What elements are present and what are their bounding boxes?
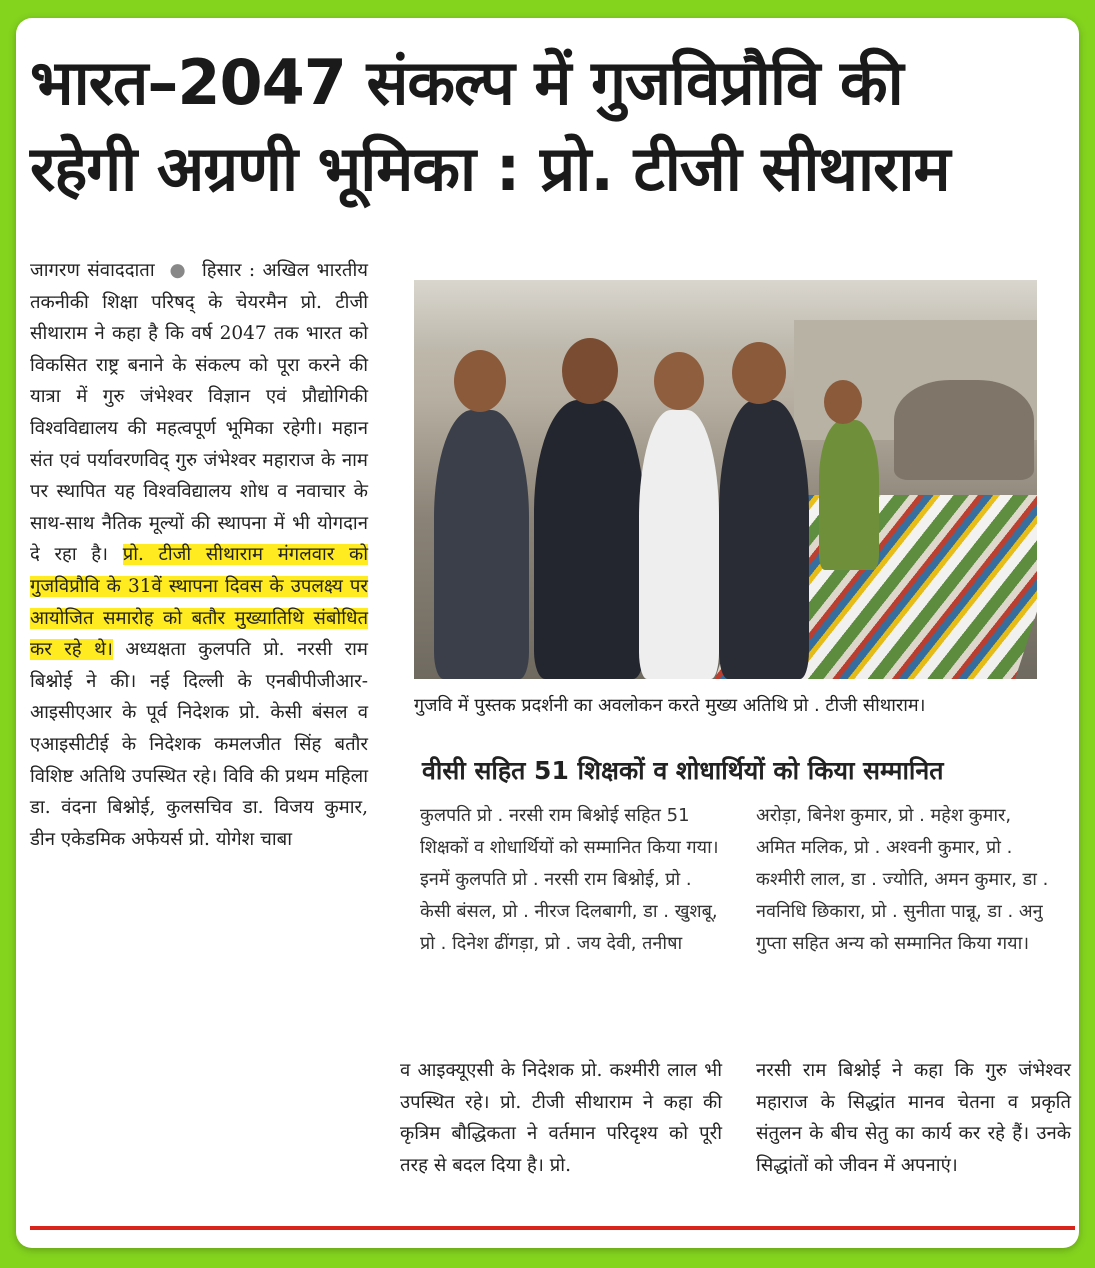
highlighted-text: प्रो. टीजी सीथाराम मंगलवार को गुजविप्रौवि के 31वें स्थापना दिवस के उपलक्ष्य पर आयोजित समारोह को बतौर मुख्यातिथि संबोधित कर रहे थे। <box>30 544 368 661</box>
bottom-rule <box>30 1226 1075 1230</box>
box-subheading: वीसी सहित 51 शिक्षकों व शोधार्थियों को किया सम्मानित <box>422 756 944 785</box>
bullet-icon: ● <box>162 260 195 281</box>
article-rest: अध्यक्षता कुलपति प्रो. नरसी राम बिश्नोई ने की। नई दिल्ली के एनबीपीजीआर-आइसीएआर के पूर्व निदेशक प्रो. केसी बंसल व एआइसीटीई के निदेशक कमलजीत सिंह बतौर विशिष्ट अतिथि उपस्थित रहे। विवि की प्रथम महिला डा. वंदना बिश्नोई, कुलसचिव डा. विजय कुमार, डीन एकेडमिक अफेयर्स प्रो. योगेश चाबा <box>30 639 368 850</box>
book-exhibition-photo <box>414 280 1037 679</box>
person-figure <box>534 400 644 679</box>
box-column-1: कुलपति प्रो . नरसी राम बिश्नोई सहित 51 शिक्षकों व शोधार्थियों को सम्मानित किया गया। इनमें कुलपति प्रो . नरसी राम बिश्नोई, प्रो . केसी बंसल, प्रो . नीरज दिलबागी, डा . खुशबू, प्रो . दिनेश ढींगड़ा, प्रो . जय देवी, तनीषा <box>420 805 719 954</box>
byline-place: हिसार : <box>202 260 256 281</box>
box-column-2: अरोड़ा, बिनेश कुमार, प्रो . महेश कुमार, अमित मलिक, प्रो . अश्वनी कुमार, प्रो . कश्मीरी लाल, डा . ज्योति, अमन कुमार, डा . नवनिधि छिकारा, प्रो . सुनीता पान्नू, डा . अनु गुप्ता सहित अन्य को सम्मानित किया गया। <box>756 805 1049 954</box>
headline-line-1: भारत–2047 संकल्प में गुजविप्रौवि की <box>30 46 903 119</box>
headline <box>30 40 1050 212</box>
photo-caption: गुजवि में पुस्तक प्रदर्शनी का अवलोकन करते मुख्य अतिथि प्रो . टीजी सीथाराम। <box>414 695 926 716</box>
byline-reporter: जागरण संवाददाता <box>30 260 155 281</box>
person-figure <box>819 420 879 570</box>
article-intro: अखिल भारतीय तकनीकी शिक्षा परिषद् के चेयरमैन प्रो. टीजी सीथाराम ने कहा है कि वर्ष 2047 तक भारत को विकसित राष्ट्र बनाने के संकल्प को पूरा करने की यात्रा में गुरु जंभेश्वर विज्ञान एवं प्रौद्योगिकी विश्वविद्यालय की महत्वपूर्ण भूमिका रहेगी। महान संत एवं पर्यावरणविद् गुरु जंभेश्वर महाराज के नाम पर स्थापित यह विश्वविद्यालय शोध व नवाचार के साथ-साथ नैतिक मूल्यों की स्थापना में भी योगदान दे रहा है। <box>30 260 368 566</box>
headline-line-2: रहेगी अग्रणी भूमिका : प्रो. टीजी सीथाराम <box>30 132 950 205</box>
article-column-1 <box>30 255 368 855</box>
article-column-2: व आइक्यूएसी के निदेशक प्रो. कश्मीरी लाल भी उपस्थित रहे। प्रो. टीजी सीथाराम ने कहा की कृत्रिम बौद्धिकता ने वर्तमान परिदृश्य को पूरी तरह से बदल दिया है। प्रो. <box>400 1060 722 1176</box>
person-figure <box>639 410 719 679</box>
article-column-3: नरसी राम बिश्नोई ने कहा कि गुरु जंभेश्वर महाराज के सिद्धांत मानव चेतना व प्रकृति संतुलन के बीच सेतु का कार्य कर रहे हैं। उनके सिद्धांतों को जीवन में अपनाएं। <box>756 1060 1071 1176</box>
person-figure <box>434 410 529 679</box>
person-figure <box>719 400 809 679</box>
